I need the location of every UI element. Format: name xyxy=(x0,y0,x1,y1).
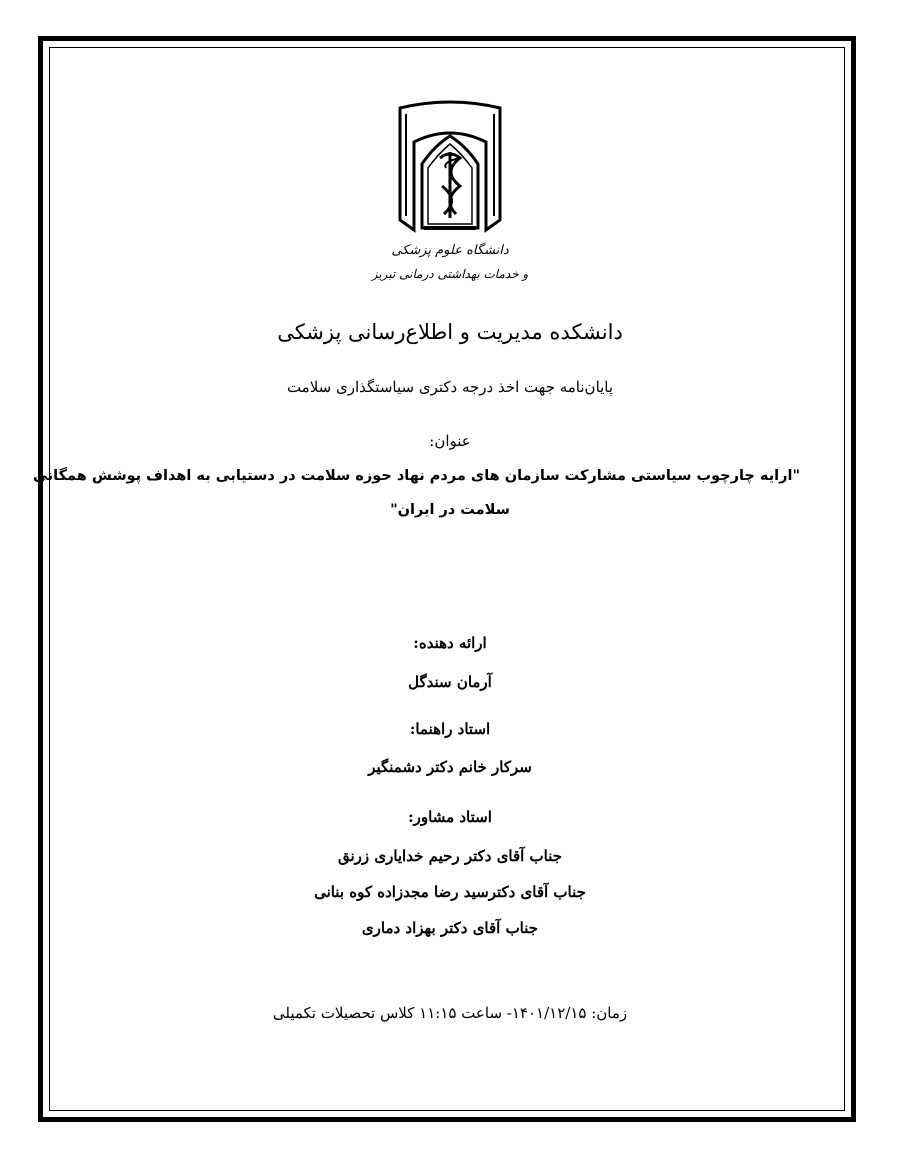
degree-line: پایان‌نامه جهت اخذ درجه دکتری سیاستگذاری سلامت xyxy=(286,378,614,396)
presenter-name: آرمان سندگل xyxy=(408,673,492,691)
thesis-title-line-2: سلامت در ایران" xyxy=(390,502,510,518)
university-emblem-icon xyxy=(371,102,529,298)
presenter-label: ارائه دهنده: xyxy=(413,634,487,652)
faculty-name: دانشکده مدیریت و اطلاع‌رسانی پزشکی xyxy=(277,320,623,344)
advisor-name: جناب آقای دکتر رحیم خدایاری زرنق xyxy=(337,847,563,865)
thesis-title-line-1: "ارایه چارچوب سیاستی مشارکت سازمان های مردم نهاد حوزه سلامت در دستیابی به اهداف پوشش همگانی xyxy=(33,468,800,484)
svg-text:دانشگاه علوم پزشکی: دانشگاه علوم پزشکی xyxy=(391,243,509,258)
advisor-label: استاد مشاور: xyxy=(408,808,492,826)
supervisor-label: استاد راهنما: xyxy=(409,720,491,738)
defense-time: زمان: ۱۴۰۱/۱۲/۱۵- ساعت ۱۱:۱۵ کلاس تحصیلات تکمیلی xyxy=(272,1004,628,1022)
title-label: عنوان: xyxy=(429,432,471,450)
supervisor-name: سرکار خانم دکتر دشمنگیر xyxy=(368,758,532,776)
svg-text:و خدمات بهداشتی درمانی تبریز: و خدمات بهداشتی درمانی تبریز xyxy=(371,267,529,281)
advisor-name: جناب آقای دکترسید رضا مجدزاده کوه بنانی xyxy=(314,883,586,901)
advisor-name: جناب آقای دکتر بهزاد دماری xyxy=(361,919,539,937)
